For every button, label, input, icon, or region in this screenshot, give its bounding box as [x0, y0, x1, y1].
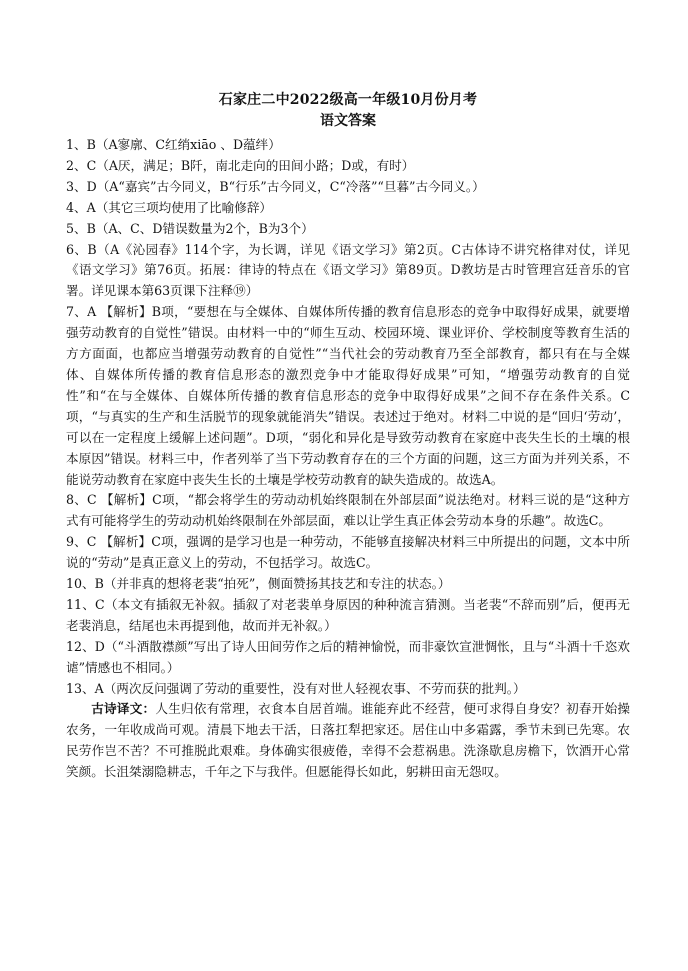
answer-item-7: 7、A 【解析】B项，“要想在与全媒体、自媒体所传播的教育信息形态的竞争中取得好成果，就要增强劳动教育的自觉性”错误。由材料一中的“师生互动、校园环境、课业评价、学校制度等教育生活的方方面面，也都应当增强劳动教育的自觉性”“当代社会的劳动教育乃至全部教育，都只有在与全媒体、自媒体所传播的教育信息形态的激烈竞争中才能取得好成果”可知，“增强劳动教育的自觉性”和“在与全媒体、自媒体所传播的教育信息形态的竞争中取得好成果”之间不存在条件关系。C项，“与真实的生产和生活脱节的现象就能消失”错误。表述过于绝对。材料二中说的是“回归‘劳动’，可以在一定程度上缓解上述问题”。D项，“弱化和异化是导致劳动教育在家庭中丧失生长的土壤的根本原因”错误。材料三中，作者列举了当下劳动教育存在的三个方面的问题，这三方面为并列关系，不能说劳动教育在家庭中丧失生长的土壤是学校劳动教育的缺失造成的。故选A。: [66, 304, 630, 487]
answer-item-1: 1、B（A寥廓、C红绡xiāo 、D蕴绊）: [66, 137, 281, 152]
answer-item-5: 5、B（A、C、D错误数量为2个，B为3个）: [66, 220, 314, 236]
answer-item-11: 11、C（本文有插叙无补叙。插叙了对老裴单身原因的种种流言猜测。当老裴“不辞而别”后，便再无老裴消息，结尾也未再提到他，故而并无补叙。）: [66, 596, 630, 633]
answer-item-3: 3、D（A“嘉宾”古今同义，B“行乐”古今同义，C“冷落”“旦暮”古今同义。）: [66, 178, 485, 194]
answer-item-2: 2、C（A厌，满足；B阡，南北走向的田间小路；D或，有时）: [66, 157, 415, 173]
document-title: 石家庄二中2022级高一年级10月份月考: [218, 92, 478, 108]
answer-item-13: 13、A（两次反问强调了劳动的重要性，没有对世人轻视农事、不劳而获的批判。）: [66, 680, 526, 696]
poem-translation-text: 人生归依有常理，衣食本自居首端。谁能弃此不经营，便可求得自身安？初春开始操农务，一年收成尚可观。清晨下地去干活，日落扛犁把家还。居住山中多霜露，季节未到已先寒。农民劳作岂不苦？不可推脱此艰难。身体确实很疲倦，幸得不会惹祸患。洗涤歇息房檐下，饮酒开心常笑颜。长沮桀溺隐耕志，千年之下与我伴。但愿能得长如此，躬耕田亩无怨叹。: [66, 701, 631, 780]
answer-item-12: 12、D（“斗酒散襟颜”写出了诗人田间劳作之后的精神愉悦，而非豪饮宣泄惆怅，且与“斗酒十千恣欢谑”情感也不相同。）: [66, 638, 630, 675]
answer-item-10: 10、B（并非真的想将老裴“拍死”，侧面赞扬其技艺和专注的状态。）: [66, 576, 451, 592]
answer-item-6: 6、B（A《沁园春》114个字，为长调，详见《语文学习》第2页。C古体诗不讲究格律对仗，详见《语文学习》第76页。拓展：律诗的特点在《语文学习》第89页。D教坊是古时管理宫廷音乐的官署。详见课本第63页课下注释⑲）: [66, 241, 630, 299]
poem-translation-label: 古诗译文：: [91, 701, 156, 717]
answer-item-4: 4、A（其它三项均使用了比喻修辞）: [66, 199, 273, 215]
answer-item-9: 9、C 【解析】C项，强调的是学习也是一种劳动，不能够直接解决材料三中所提出的问题，文本中所说的“劳动”是真正意义上的劳动，不包括学习。故选C。: [66, 534, 630, 571]
answer-item-8: 8、C 【解析】C项，“都会将学生的劳动动机始终限制在外部层面”说法绝对。材料三说的是“这种方式有可能将学生的劳动动机始终限制在外部层面，难以让学生真正体会劳动本身的乐趣”。故选C。: [66, 492, 630, 529]
answers-list: [66, 135, 630, 783]
poem-translation: [66, 699, 630, 783]
document-subtitle: 语文答案: [320, 113, 376, 129]
